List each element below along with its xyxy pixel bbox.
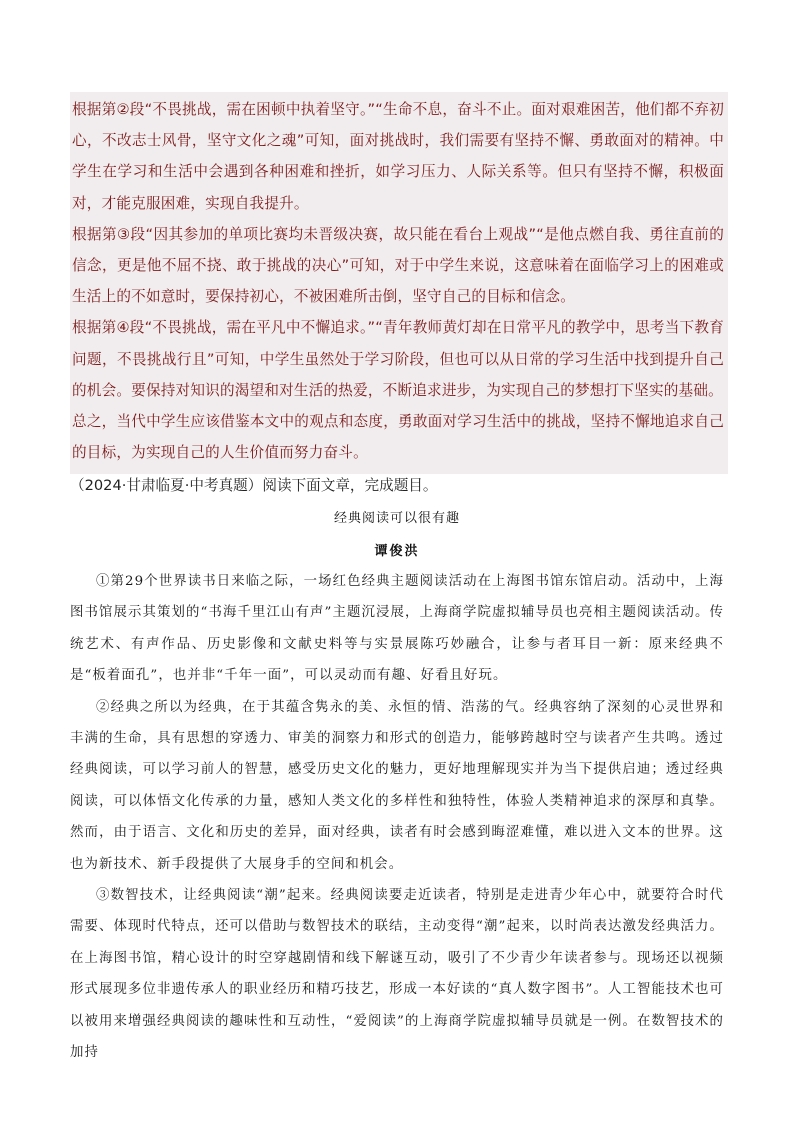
answer-paragraph-2: 根据第③段“因其参加的单项比赛均未晋级决赛，故只能在看台上观战”“是他点燃自我、勇往直前的信念，更是他不屈不挠、敢于挑战的决心”可知，对于中学生来说，这意味着在面临学习上的困难或生活上的不如意时，要保持初心，不被困难所击倒，坚守自己的目标和信念。 (72, 225, 724, 306)
answer-paragraph-3: 根据第④段“不畏挑战，需在平凡中不懈追求。”“青年教师黄灯却在日常平凡的教学中，思考当下教育问题，不畏挑战行且”可知，中学生虽然处于学习阶段，但也可以从日常的学习生活中找到提升自己的机会。要保持对知识的渴望和对生活的热爱，不断追求进步，为实现自己的梦想打下坚实的基础。 (72, 319, 724, 399)
question-source-line: （2024·甘肃临夏·中考真题）阅读下面文章，完成题目。 (70, 477, 438, 494)
article-paragraph-3: ③数智技术，让经典阅读“潮”起来。经典阅读要走近读者，特别是走进青少年心中，就要符合时代需要、体现时代特点，还可以借助与数智技术的联结，主动变得“潮”起来，以时尚表达激发经典活力。在上海图书馆，精心设计的时空穿越剧情和线下解谜互动，吸引了不少青少年读者参与。现场还以视频形式展现多位非遗传承人的职业经历和精巧技艺，形成一本好读的“真人数字图书”。人工智能技术也可以被用来增强经典阅读的趣味性和互动性，“爱阅读”的上海商学院虚拟辅导员就是一例。在数智技术的加持 (70, 888, 724, 1061)
answer-paragraph-4: 总之，当代中学生应该借鉴本文中的观点和态度，勇敢面对学习生活中的挑战，坚持不懈地追求自己的目标，为实现自己的人生价值而努力奋斗。 (72, 413, 724, 462)
article-paragraph-2: ②经典之所以为经典，在于其蕴含隽永的美、永恒的情、浩荡的气。经典容纳了深刻的心灵世界和丰满的生命，具有思想的穿透力、审美的洞察力和形式的创造力，能够跨越时空与读者产生共鸣。透过经典阅读，可以学习前人的智慧，感受历史文化的魅力，更好地理解现实并为当下提供启迪；透过经典阅读，可以体悟文化传承的力量，感知人类文化的多样性和独特性，体验人类精神追求的深厚和真挚。然而，由于语言、文化和历史的差异，面对经典，读者有时会感到晦涩难懂，难以进入文本的世界。这也为新技术、新手段提供了大展身手的空间和机会。 (70, 699, 724, 872)
article-title: 经典阅读可以很有趣 (333, 511, 460, 526)
article-body (70, 566, 724, 1069)
article-author: 谭俊洪 (374, 544, 420, 559)
answer-paragraph-1: 根据第②段“不畏挑战，需在困顿中执着坚守。”“生命不息，奋斗不止。面对艰难困苦，他们都不弃初心，不改志士风骨，坚守文化之魂”可知，面对挑战时，我们需要有坚持不懈、勇敢面对的精神。中学生在学习和生活中会遇到各种困难和挫折，如学习压力、人际关系等。但只有坚持不懈，积极面对，才能克服困难，实现自我提升。 (72, 101, 724, 212)
article-paragraph-1: ①第29个世界读书日来临之际，一场红色经典主题阅读活动在上海图书馆东馆启动。活动中，上海图书馆展示其策划的“书海千里江山有声”主题沉浸展，上海商学院虚拟辅导员也亮相主题阅读活动。传统艺术、有声作品、历史影像和文献史料等与实景展陈巧妙融合，让参与者耳目一新：原来经典不是“板着面孔”，也并非“千年一面”，可以灵动而有趣、好看且好玩。 (70, 574, 724, 684)
answer-analysis-box (70, 92, 728, 474)
